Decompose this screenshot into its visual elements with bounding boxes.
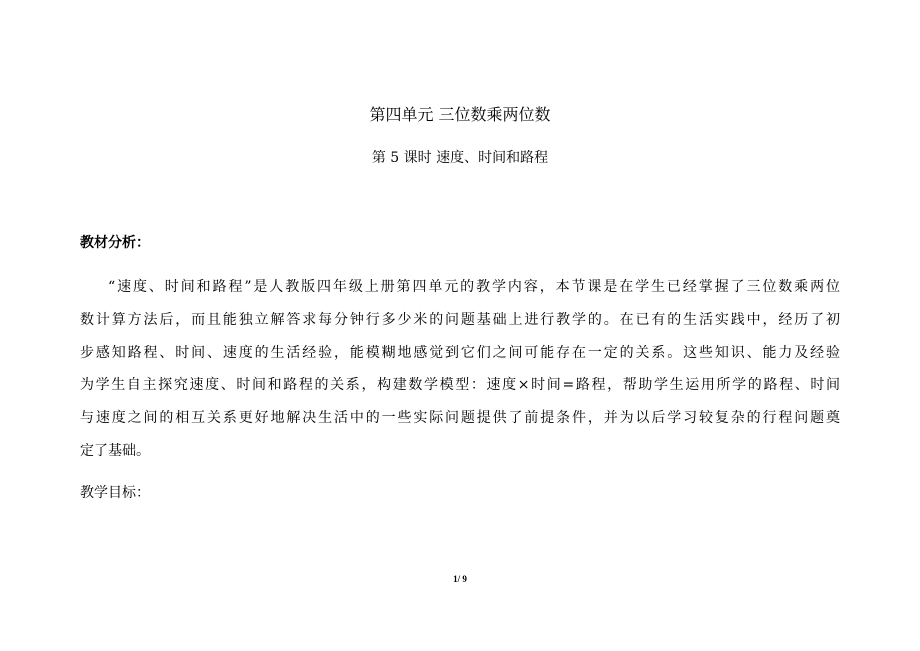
page-number: 1/ 9 (453, 574, 467, 584)
section-heading-textbook-analysis: 教材分析： (80, 235, 150, 251)
paragraph-line: “速度、时间和路程”是人教版四年级上册第四单元的教学内容，本节课是在学生已经掌握了三位数乘两位 (108, 279, 840, 295)
unit-title: 第四单元 三位数乘两位数 (369, 105, 551, 124)
paragraph-line: 与速度之间的相互关系更好地解决生活中的一些实际问题提供了前提条件，并为以后学习较复杂的行程问题奠 (80, 410, 840, 427)
paragraph-line: 为学生自主探究速度、时间和路程的关系，构建数学模型：速度×时间=路程，帮助学生运用所学的路程、时间 (80, 377, 840, 394)
analysis-paragraph (80, 274, 840, 471)
section-label-teaching-goals: 教学目标： (80, 485, 150, 501)
paragraph-line: 步感知路程、时间、速度的生活经验，能模糊地感觉到它们之间可能存在一定的关系。这些知识、能力及经验 (80, 344, 840, 361)
lesson-subtitle: 第 5 课时 速度、时间和路程 (371, 150, 549, 166)
paragraph-line: 数计算方法后，而且能独立解答求每分钟行多少米的问题基础上进行教学的。在已有的生活实践中，经历了初 (80, 311, 840, 328)
paragraph-line: 定了基础。 (80, 442, 150, 459)
